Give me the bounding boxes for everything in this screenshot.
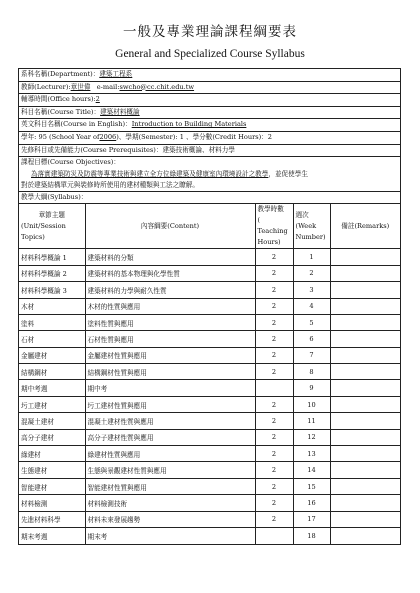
remarks-cell xyxy=(330,364,400,380)
course-title-en-row xyxy=(19,119,400,132)
content-cell: 木材的性質與應用 xyxy=(85,298,255,314)
week-header: 週次 (Week Number) xyxy=(293,204,330,249)
unit-cell: 高分子建材 xyxy=(19,429,85,445)
unit-cell: 結構鋼材 xyxy=(19,364,85,380)
content-cell: 高分子建材性質與應用 xyxy=(85,429,255,445)
course-title-en-value: Introduction to Building Materials xyxy=(131,120,247,129)
objectives-line-1 xyxy=(21,169,398,180)
unit-cell: 期末考週 xyxy=(19,527,85,543)
unit-cell: 金屬建材 xyxy=(19,347,85,363)
unit-cell: 材料科學概論 1 xyxy=(19,249,85,265)
week-cell: 13 xyxy=(293,446,330,462)
unit-cell: 材料檢測 xyxy=(19,495,85,511)
table-row xyxy=(19,282,400,298)
course-title-label: 科目名稱(Course Title)： xyxy=(21,107,101,116)
hours-cell: 2 xyxy=(255,282,293,298)
hours-cell: 2 xyxy=(255,298,293,314)
course-title-en-label: 英文科目名稱(Course in English)： xyxy=(21,120,132,129)
week-cell: 8 xyxy=(293,364,330,380)
table-row xyxy=(19,265,400,281)
syllabus-label-row xyxy=(19,192,400,205)
week-cell: 2 xyxy=(293,265,330,281)
hours-cell: 2 xyxy=(255,462,293,478)
email-value[interactable]: swcho@cc.chit.edu.tw xyxy=(119,82,195,91)
syllabus-table xyxy=(19,204,400,544)
remarks-cell xyxy=(330,495,400,511)
remarks-cell xyxy=(330,478,400,494)
table-row xyxy=(19,364,400,380)
unit-cell: 材料科學概論 3 xyxy=(19,282,85,298)
objectives-text xyxy=(19,169,400,192)
office-hours-row xyxy=(19,94,400,107)
week-cell: 5 xyxy=(293,314,330,330)
content-cell: 圬工建材性質與應用 xyxy=(85,396,255,412)
week-cell: 7 xyxy=(293,347,330,363)
objectives-label-row xyxy=(19,157,400,169)
prerequisites-row xyxy=(19,145,400,158)
remarks-cell xyxy=(330,331,400,347)
syllabus-form xyxy=(18,68,401,545)
semester-credit-text: )、學期(Semester): 1 、學分數(Credit Hours)：2 xyxy=(116,132,272,141)
remarks-cell xyxy=(330,314,400,330)
table-row xyxy=(19,511,400,527)
hours-cell: 2 xyxy=(255,364,293,380)
remarks-cell xyxy=(330,429,400,445)
unit-cell: 先進材料科學 xyxy=(19,511,85,527)
unit-cell: 材料科學概論 2 xyxy=(19,265,85,281)
course-title-row xyxy=(19,107,400,120)
week-cell: 15 xyxy=(293,478,330,494)
department-row xyxy=(19,69,400,82)
content-cell: 塗料性質與應用 xyxy=(85,314,255,330)
lecturer-row xyxy=(19,82,400,95)
hours-cell xyxy=(255,527,293,543)
hours-cell: 2 xyxy=(255,331,293,347)
hours-cell: 2 xyxy=(255,314,293,330)
email-label: e-mail: xyxy=(96,82,120,91)
week-cell: 18 xyxy=(293,527,330,543)
table-row xyxy=(19,331,400,347)
remarks-cell xyxy=(330,511,400,527)
unit-cell: 生態建材 xyxy=(19,462,85,478)
week-cell: 3 xyxy=(293,282,330,298)
office-hours-label: 輔導時間(Office hours): xyxy=(21,95,96,104)
content-header: 內容綱要(Content) xyxy=(85,204,255,249)
content-cell: 建築材料的力學與耐久性質 xyxy=(85,282,255,298)
hours-cell: 2 xyxy=(255,511,293,527)
table-row xyxy=(19,413,400,429)
content-cell: 期中考 xyxy=(85,380,255,396)
week-cell: 12 xyxy=(293,429,330,445)
lecturer-label: 教師(Lecturer): xyxy=(21,82,71,91)
remarks-cell xyxy=(330,396,400,412)
remarks-cell xyxy=(330,282,400,298)
content-cell: 生態與景觀建材性質與應用 xyxy=(85,462,255,478)
table-row xyxy=(19,314,400,330)
table-row xyxy=(19,380,400,396)
school-year-row xyxy=(19,132,400,145)
week-cell: 9 xyxy=(293,380,330,396)
table-row xyxy=(19,347,400,363)
lecturer-name: 章世偉 xyxy=(70,82,91,91)
remarks-cell xyxy=(330,413,400,429)
remarks-cell xyxy=(330,446,400,462)
content-cell: 期末考 xyxy=(85,527,255,543)
prerequisites-value: 建築技術概論、材料力學 xyxy=(162,145,235,154)
content-cell: 建築材料的基本物理與化學性質 xyxy=(85,265,255,281)
objectives-underlined: 為落實建築防災及防震等專業技術與建立全方位綠建築及健康室內環境設計之教學 xyxy=(31,169,269,178)
content-cell: 石材性質與應用 xyxy=(85,331,255,347)
table-row xyxy=(19,495,400,511)
remarks-cell xyxy=(330,249,400,265)
objectives-rest: ，並促使學生 xyxy=(268,169,308,178)
hours-cell: 2 xyxy=(255,347,293,363)
table-header-row xyxy=(19,204,400,249)
course-title-value: 建築材料概論 xyxy=(100,107,140,116)
content-cell: 結構鋼材性質與應用 xyxy=(85,364,255,380)
hours-cell: 2 xyxy=(255,495,293,511)
hours-cell: 2 xyxy=(255,478,293,494)
department-label: 系科名稱(Department)： xyxy=(21,70,100,78)
remarks-cell xyxy=(330,347,400,363)
content-cell: 金屬建材性質與應用 xyxy=(85,347,255,363)
table-row xyxy=(19,298,400,314)
table-row xyxy=(19,478,400,494)
table-row xyxy=(19,446,400,462)
hours-cell: 2 xyxy=(255,249,293,265)
table-row xyxy=(19,527,400,543)
hours-cell: 2 xyxy=(255,396,293,412)
hours-cell: 2 xyxy=(255,429,293,445)
hours-cell: 2 xyxy=(255,446,293,462)
week-cell: 4 xyxy=(293,298,330,314)
objectives-label: 課程目標(Course Objectives)： xyxy=(21,158,120,167)
week-cell: 17 xyxy=(293,511,330,527)
remarks-cell xyxy=(330,527,400,543)
unit-cell: 木材 xyxy=(19,298,85,314)
remarks-cell xyxy=(330,298,400,314)
unit-header: 章節主題 (Unit/Session Topics) xyxy=(19,204,85,249)
unit-cell: 綠建材 xyxy=(19,446,85,462)
remarks-cell xyxy=(330,462,400,478)
table-row xyxy=(19,396,400,412)
week-cell: 14 xyxy=(293,462,330,478)
table-row xyxy=(19,249,400,265)
unit-cell: 混凝土建材 xyxy=(19,413,85,429)
content-cell: 材料檢測技術 xyxy=(85,495,255,511)
week-cell: 11 xyxy=(293,413,330,429)
remarks-header: 備註(Remarks) xyxy=(330,204,400,249)
content-cell: 建築材料的分類 xyxy=(85,249,255,265)
week-cell: 10 xyxy=(293,396,330,412)
table-row xyxy=(19,429,400,445)
week-cell: 6 xyxy=(293,331,330,347)
unit-cell: 期中考週 xyxy=(19,380,85,396)
content-cell: 材料未來發展趨勢 xyxy=(85,511,255,527)
unit-cell: 石材 xyxy=(19,331,85,347)
table-row xyxy=(19,462,400,478)
document-title-en: General and Specialized Course Syllabus xyxy=(115,48,305,60)
content-cell: 綠建材性質與應用 xyxy=(85,446,255,462)
school-year-value: 2006 xyxy=(99,132,117,141)
unit-cell: 圬工建材 xyxy=(19,396,85,412)
remarks-cell xyxy=(330,265,400,281)
office-hours-value: 2 xyxy=(95,95,100,104)
department-value: 建築工程系 xyxy=(99,70,133,78)
unit-cell: 塗料 xyxy=(19,314,85,330)
hours-cell: 2 xyxy=(255,413,293,429)
school-year-prefix: 學年: 95 (School Year of xyxy=(21,132,100,141)
objectives-line-2: 對於建築結構單元與裝修時所使用的建材種類與工法之瞭解。 xyxy=(21,180,200,189)
syllabus-label: 教學大綱(Syllabus)： xyxy=(21,192,88,201)
remarks-cell xyxy=(330,380,400,396)
hours-header: 教學時數 ( Teaching Hours) xyxy=(255,204,293,249)
hours-cell xyxy=(255,380,293,396)
content-cell: 智能建材性質與應用 xyxy=(85,478,255,494)
syllabus-table-body xyxy=(19,249,400,544)
week-cell: 1 xyxy=(293,249,330,265)
content-cell: 混凝土建材性質與應用 xyxy=(85,413,255,429)
prerequisites-label: 先修科目或先備能力(Course Prerequisites)： xyxy=(21,145,163,154)
hours-cell: 2 xyxy=(255,265,293,281)
unit-cell: 智能建材 xyxy=(19,478,85,494)
document-title-zh: 一般及專業理論課程綱要表 xyxy=(123,24,297,40)
week-cell: 16 xyxy=(293,495,330,511)
